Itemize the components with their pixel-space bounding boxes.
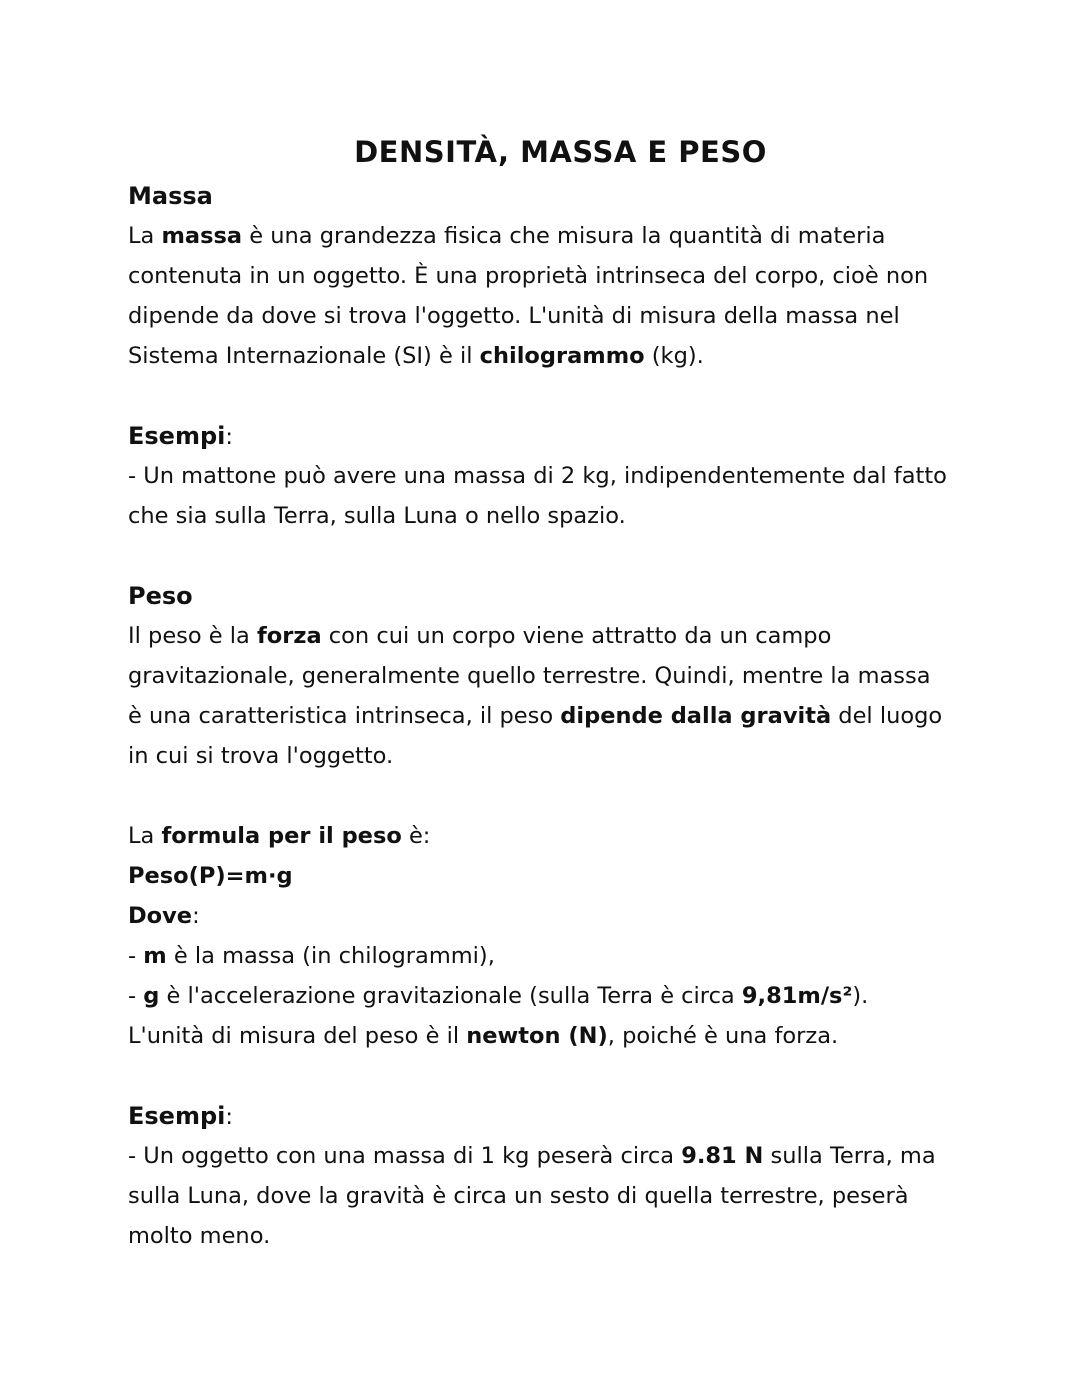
bold-value-gravity: 9,81m/s²	[741, 983, 853, 1009]
text-span: :	[225, 424, 233, 450]
spacer	[128, 536, 968, 576]
peso-paragraph-line-3	[128, 696, 968, 736]
bold-term-forza: forza	[257, 623, 322, 649]
massa-paragraph-line-4	[128, 336, 968, 376]
bold-term-newton: newton (N)	[466, 1023, 608, 1049]
text-span: ).	[852, 983, 869, 1009]
text-span: con cui un corpo viene attratto da un campo	[321, 623, 832, 649]
formula-expression	[128, 856, 968, 896]
examples-label: Esempi	[128, 422, 226, 450]
massa-paragraph-line-2: contenuta in un oggetto. È una proprietà intrinseca del corpo, cioè non	[128, 263, 929, 289]
massa-paragraph-line-3: dipende da dove si trova l'oggetto. L'unità di misura della massa nel	[128, 303, 900, 329]
document-page	[128, 128, 968, 1256]
bold-term-gravita: dipende dalla gravità	[560, 703, 832, 729]
example-2-line-1	[128, 1136, 968, 1176]
peso-paragraph-line-1	[128, 616, 968, 656]
text-span: (kg).	[644, 343, 704, 369]
formula-intro	[128, 816, 968, 856]
examples-heading-1	[128, 416, 968, 456]
text-span: è una grandezza fisica che misura la quantità di materia	[242, 223, 886, 249]
examples-heading-2	[128, 1096, 968, 1136]
text-span: è:	[401, 823, 431, 849]
text-span: , poiché è una forza.	[607, 1023, 839, 1049]
massa-paragraph-line-1	[128, 216, 968, 256]
text-span: Il peso è la	[128, 623, 257, 649]
example-1-line-2: che sia sulla Terra, sulla Luna o nello spazio.	[128, 503, 626, 529]
text-span: La	[128, 223, 162, 249]
formula-where-label	[128, 896, 968, 936]
formula-unit-line	[128, 1016, 968, 1056]
spacer	[128, 376, 968, 416]
bold-term-dove: Dove	[128, 903, 193, 929]
text-span: Sistema Internazionale (SI) è il	[128, 343, 480, 369]
examples-label: Esempi	[128, 1102, 226, 1130]
text-span: è la massa (in chilogrammi),	[166, 943, 495, 969]
page-title: DENSITÀ, MASSA E PESO	[354, 135, 767, 169]
bold-value-newton: 9.81 N	[681, 1143, 764, 1169]
text-span: :	[225, 1104, 233, 1130]
text-span: sulla Terra, ma	[763, 1143, 936, 1169]
bold-term-m: m	[143, 943, 167, 969]
text-span: La	[128, 823, 162, 849]
text-span: del luogo	[831, 703, 943, 729]
text-span: è l'accelerazione gravitazionale (sulla Terra è circa	[159, 983, 742, 1009]
text-span: -	[128, 983, 144, 1009]
text-span: :	[192, 903, 200, 929]
formula-m-definition	[128, 936, 968, 976]
spacer	[128, 776, 968, 816]
text-span: - Un oggetto con una massa di 1 kg peserà circa	[128, 1143, 682, 1169]
peso-paragraph-line-4: in cui si trova l'oggetto.	[128, 743, 394, 769]
example-2-line-2: sulla Luna, dove la gravità è circa un sesto di quella terrestre, peserà	[128, 1183, 909, 1209]
section-heading-peso: Peso	[128, 582, 193, 610]
formula-text: Peso(P)=m·g	[128, 863, 293, 889]
bold-term-formula: formula per il peso	[161, 823, 402, 849]
example-2-line-3: molto meno.	[128, 1223, 271, 1249]
bold-term-g: g	[143, 983, 160, 1009]
section-heading-massa: Massa	[128, 182, 213, 210]
spacer	[128, 1056, 968, 1096]
bold-term-chilogrammo: chilogrammo	[479, 343, 645, 369]
formula-g-definition	[128, 976, 968, 1016]
peso-paragraph-line-2: gravitazionale, generalmente quello terrestre. Quindi, mentre la massa	[128, 663, 931, 689]
bold-term-massa: massa	[161, 223, 243, 249]
example-1-line-1: - Un mattone può avere una massa di 2 kg, indipendentemente dal fatto	[128, 463, 947, 489]
text-span: -	[128, 943, 144, 969]
text-span: è una caratteristica intrinseca, il peso	[128, 703, 561, 729]
text-span: L'unità di misura del peso è il	[128, 1023, 467, 1049]
